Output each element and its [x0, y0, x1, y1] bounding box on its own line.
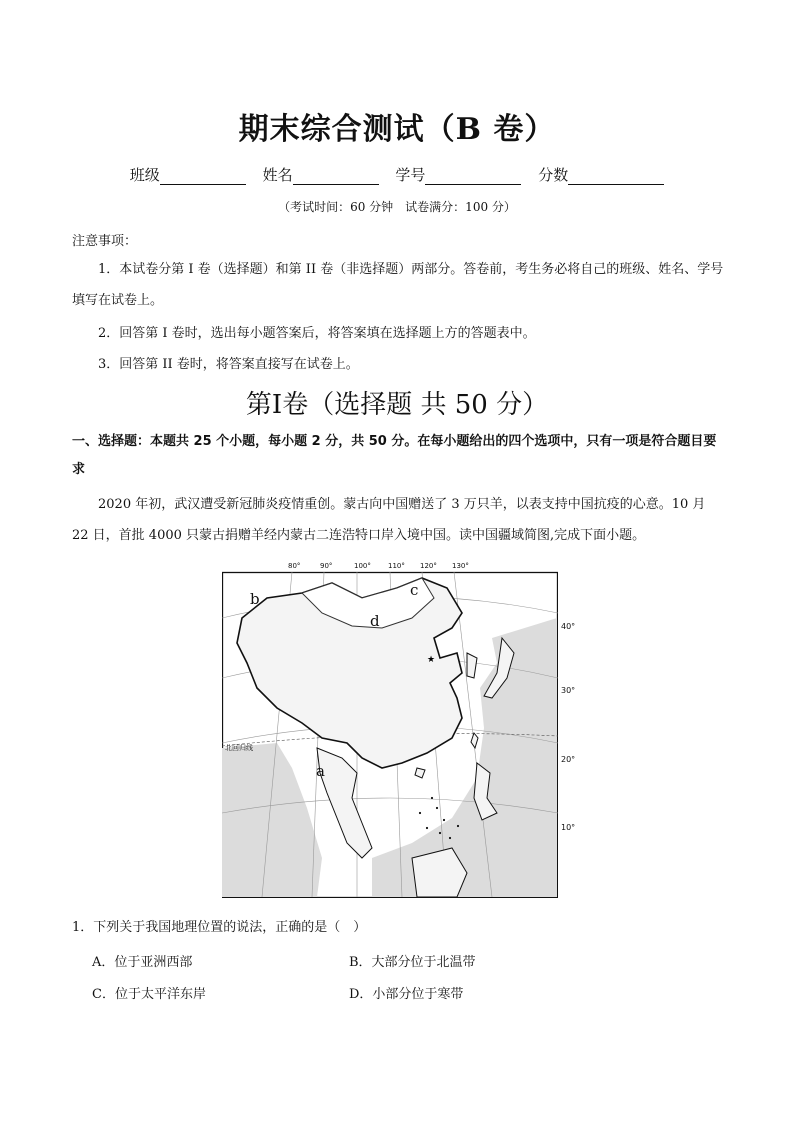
option-a[interactable]: A．位于亚洲西部: [92, 955, 193, 970]
lat-label: 10°: [561, 823, 576, 832]
capital-star-icon: ★: [427, 655, 436, 665]
lon-label: 130°: [452, 562, 469, 570]
region-label-b: b: [250, 590, 260, 608]
notice-item-3: 3．回答第 II 卷时，将答案直接写在试卷上。: [98, 357, 359, 372]
region-label-a: a: [316, 762, 325, 780]
exam-title: 期末综合测试（B 卷）: [238, 112, 556, 147]
option-d[interactable]: D．小部分位于寒带: [349, 987, 464, 1002]
notice-heading: 注意事项：: [72, 234, 138, 249]
lat-label: 30°: [561, 686, 576, 695]
name-label: 姓名: [262, 166, 293, 184]
student-info-row: [0, 164, 794, 185]
class-blank[interactable]: [160, 167, 246, 185]
option-c[interactable]: C．位于太平洋东岸: [92, 987, 206, 1002]
score-label: 分数: [538, 166, 569, 184]
lon-label: 120°: [420, 562, 437, 570]
time-note: （考试时间：60 分钟 试卷满分：100 分）: [278, 200, 516, 214]
section-title: 第I卷（选择题 共 50 分）: [245, 390, 549, 420]
reading-passage: 2020 年初，武汉遭受新冠肺炎疫情重创。蒙古向中国赠送了 3 万只羊，以表支持中国抗疫的心意。10 月 22 日，首批 4000 只蒙古捐赠羊经内蒙古二连浩特口岸入境中国。读中国疆域简图,完成下面小题。: [72, 497, 706, 543]
id-blank[interactable]: [425, 167, 521, 185]
region-label-c: c: [410, 581, 419, 599]
notice-item-2: 2．回答第 I 卷时，选出每小题答案后，将答案填在选择题上方的答题表中。: [98, 326, 536, 341]
lat-label: 40°: [561, 622, 576, 631]
china-territory-map: [222, 558, 558, 898]
score-blank[interactable]: [568, 167, 664, 185]
tropic-label: 北回归线: [225, 744, 253, 752]
lat-label: 20°: [561, 755, 576, 764]
option-b[interactable]: B．大部分位于北温带: [349, 955, 476, 970]
id-label: 学号: [395, 166, 426, 184]
region-label-d: d: [370, 612, 380, 630]
class-label: 班级: [129, 166, 160, 184]
lon-label: 80°: [288, 562, 301, 570]
section-instruction: 一、选择题：本题共 25 个小题，每小题 2 分，共 50 分。在每小题给出的四个选项中，只有一项是符合题目要求: [72, 434, 717, 477]
name-blank[interactable]: [293, 167, 379, 185]
lon-label: 110°: [388, 562, 405, 570]
lon-label: 100°: [354, 562, 371, 570]
lon-label: 90°: [320, 562, 333, 570]
notice-item-1: 1．本试卷分第 I 卷（选择题）和第 II 卷（非选择题）两部分。答卷前，考生务必将自己的班级、姓名、学号填写在试卷上。: [72, 262, 724, 308]
question-1-stem: 1．下列关于我国地理位置的说法，正确的是（ ）: [72, 920, 367, 935]
